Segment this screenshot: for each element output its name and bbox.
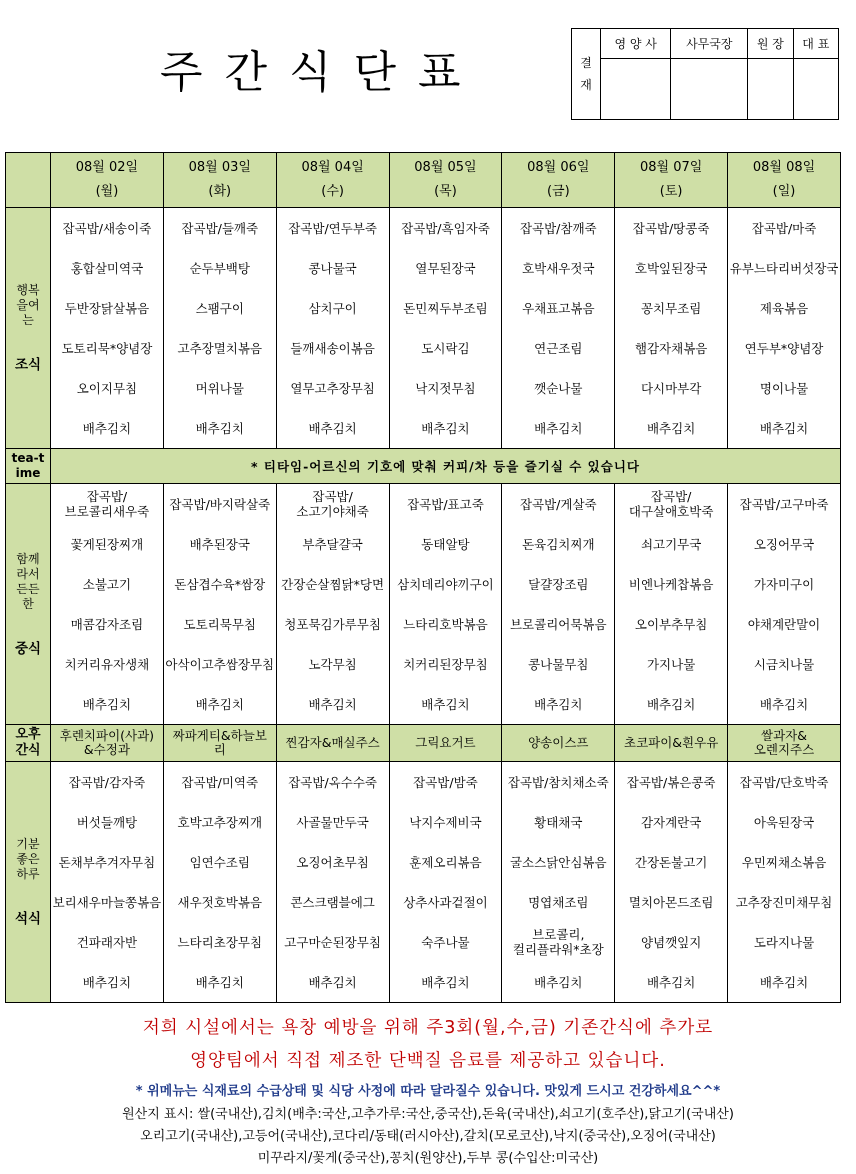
menu-item: 배추김치: [308, 974, 357, 990]
menu-item: 삼치구이: [308, 300, 357, 316]
dinner-slogan: 기분좋은하루: [16, 837, 40, 881]
menu-item: 잡곡밥/참치채소죽: [507, 774, 609, 790]
menu-item: 브로콜리, 컬리플라워*초장: [512, 927, 604, 957]
signature-cell[interactable]: [748, 59, 793, 120]
menu-item: 낙지수제비국: [409, 814, 482, 830]
snack-item: 찐감자&매실주스: [276, 725, 389, 762]
lunch-day-cell: [389, 484, 502, 725]
origin-line: 원산지 표시: 쌀(국내산),김치(배추:국산,고추가루:국산,중국산),돈육(국내산),쇠고기(호주산),닭고기(국내산): [122, 1107, 734, 1122]
menu-item: 배추김치: [646, 420, 696, 436]
dinner-day-cell: [728, 762, 841, 1003]
menu-item: 오징어무국: [753, 536, 815, 552]
menu-item: 새우젓호박볶음: [177, 894, 263, 910]
lunch-day-cell: [163, 484, 276, 725]
menu-item: 꽃게된장찌개: [70, 536, 144, 552]
menu-item: 잡곡밥/바지락살죽: [169, 496, 271, 512]
day-header: [615, 153, 728, 208]
dinner-label: 석식: [14, 911, 42, 927]
menu-item: 시금치나물: [753, 656, 815, 672]
signature-cell[interactable]: [671, 59, 748, 120]
menu-item: 들깨새송이볶음: [290, 340, 375, 356]
menu-item: 돈삼겹수육*쌈장: [174, 576, 266, 592]
menu-item: 야채계란말이: [747, 616, 821, 632]
day-date: 08월 08일: [752, 160, 816, 175]
menu-item: 콩나물무침: [528, 656, 589, 672]
menu-item: 달걀장조림: [528, 576, 589, 592]
day-date: 08월 06일: [527, 160, 590, 175]
menu-item: 배추김치: [421, 420, 470, 436]
menu-item: 보리새우마늘쫑볶음: [52, 894, 162, 910]
dinner-day-cell: [389, 762, 502, 1003]
menu-item: 배추김치: [195, 420, 244, 436]
menu-item: 열무고추장무침: [290, 380, 375, 396]
menu-item: 소불고기: [82, 576, 132, 592]
menu-item: 잡곡밥/새송이죽: [62, 220, 152, 236]
menu-item: 잡곡밥/흑임자죽: [401, 220, 490, 236]
menu-item: 잡곡밥/ 대구살애호박죽: [628, 489, 714, 519]
approval-role: 원 장: [748, 29, 793, 59]
day-header: [276, 153, 389, 208]
snack-item: 쌀과자& 오렌지주스: [728, 725, 841, 762]
day-header: [163, 153, 276, 208]
breakfast-day-cell: [51, 208, 164, 449]
menu-item: 명엽채조림: [528, 894, 589, 910]
approval-label: 결 재: [572, 29, 601, 120]
menu-item: 삼치데리야끼구이: [397, 576, 494, 592]
menu-item: 호박고추장찌개: [177, 814, 263, 830]
day-of-week: (수): [321, 184, 344, 199]
menu-item: 비엔나케찹볶음: [628, 576, 714, 592]
menu-item: 배추김치: [421, 696, 470, 712]
menu-item: 잡곡밥/고구마죽: [739, 496, 829, 512]
page-title: 주간식단표: [160, 47, 483, 98]
menu-item: 잡곡밥/ 브로콜리새우죽: [64, 489, 150, 519]
lunch-day-cell: [502, 484, 615, 725]
snack-item: 후렌치파이(사과) &수정과: [51, 725, 164, 762]
menu-item: 상추사과겉절이: [403, 894, 488, 910]
menu-item: 양념깻잎지: [640, 934, 702, 950]
menu-item: 배추김치: [646, 974, 696, 990]
snack-label: 오후간식: [6, 725, 51, 762]
menu-item: 홍합살미역국: [70, 260, 144, 276]
approval-role: 대 표: [793, 29, 838, 59]
day-header: [51, 153, 164, 208]
day-of-week: (화): [208, 184, 232, 199]
menu-item: 콩나물국: [308, 260, 357, 276]
day-date: 08월 07일: [639, 160, 703, 175]
menu-item: 잡곡밥/옥수수죽: [288, 774, 377, 790]
menu-item: 호박잎된장국: [634, 260, 708, 276]
approval-box: [571, 28, 839, 120]
menu-item: 배추김치: [82, 696, 132, 712]
menu-item: 배추된장국: [189, 536, 250, 552]
menu-item: 느타리초장무침: [177, 934, 263, 950]
menu-item: 잡곡밥/땅콩죽: [632, 220, 710, 236]
dinner-day-cell: [502, 762, 615, 1003]
menu-item: 잡곡밥/감자죽: [68, 774, 146, 790]
day-of-week: (목): [434, 184, 457, 199]
menu-item: 제육볶음: [759, 300, 809, 316]
menu-item: 청포묵김가루무침: [284, 616, 381, 632]
menu-item: 돈민찌두부조림: [403, 300, 488, 316]
menu-item: 잡곡밥/게살죽: [519, 496, 597, 512]
day-header: [728, 153, 841, 208]
menu-item: 간장순살찜닭*당면: [281, 576, 385, 592]
breakfast-label-cell: [6, 208, 51, 449]
menu-item: 낙지젓무침: [415, 380, 476, 396]
menu-item: 임연수조림: [189, 854, 250, 870]
menu-item: 황태채국: [534, 814, 583, 830]
menu-item: 꽁치무조림: [640, 300, 702, 316]
menu-item: 배추김치: [534, 420, 583, 436]
breakfast-day-cell: [502, 208, 615, 449]
approval-role: 사무국장: [671, 29, 748, 59]
snack-item: 초코파이&흰우유: [615, 725, 728, 762]
corner-cell: [6, 153, 51, 208]
snack-item: 그릭요거트: [389, 725, 502, 762]
menu-item: 고구마순된장무침: [284, 934, 381, 950]
menu-item: 햄감자채볶음: [634, 340, 708, 356]
origin-line: 미꾸라지/꽃게(중국산),꽁치(원양산),두부 콩(수입산:미국산): [257, 1151, 599, 1166]
menu-item: 잡곡밥/참깨죽: [519, 220, 597, 236]
day-header: [389, 153, 502, 208]
approval-role: 영 양 사: [601, 29, 671, 59]
breakfast-day-cell: [163, 208, 276, 449]
breakfast-day-cell: [389, 208, 502, 449]
menu-item: 건파래자반: [76, 934, 138, 950]
menu-item: 가지나물: [646, 656, 696, 672]
menu-item: 배추김치: [759, 696, 809, 712]
day-header: [502, 153, 615, 208]
signature-cell[interactable]: [601, 59, 671, 120]
breakfast-day-cell: [615, 208, 728, 449]
menu-item: 숙주나물: [421, 934, 470, 950]
menu-item: 순두부백탕: [189, 260, 250, 276]
menu-item: 사골물만두국: [296, 814, 369, 830]
menu-item: 잡곡밥/단호박죽: [739, 774, 829, 790]
menu-item: 치커리된장무침: [403, 656, 488, 672]
menu-item: 연두부*양념장: [744, 340, 824, 356]
menu-item: 버섯들깨탕: [76, 814, 138, 830]
lunch-day-cell: [728, 484, 841, 725]
menu-item: 도시락김: [421, 340, 470, 356]
menu-item: 매콤감자조림: [70, 616, 144, 632]
dinner-day-cell: [615, 762, 728, 1003]
notice-line-2: 영양팀에서 직접 제조한 단백질 음료를 제공하고 있습니다.: [190, 1051, 666, 1071]
menu-item: 아욱된장국: [753, 814, 815, 830]
lunch-label-cell: [6, 484, 51, 725]
menu-item: 훈제오리볶음: [409, 854, 482, 870]
menu-item: 아삭이고추쌈장무침: [165, 656, 275, 672]
day-of-week: (일): [772, 184, 796, 199]
origin-line: 오리고기(국내산),고등어(국내산),코다리/동태(러시아산),갈치(모로코산),낙지(중국산),오징어(국내산): [140, 1129, 716, 1144]
menu-item: 동태알탕: [421, 536, 470, 552]
menu-item: 잡곡밥/들깨죽: [181, 220, 259, 236]
origin-labels: [0, 1104, 856, 1170]
menu-item: 배추김치: [308, 696, 357, 712]
menu-item: 잡곡밥/미역죽: [181, 774, 259, 790]
notice-line-3: * 위메뉴는 식재료의 수급상태 및 식당 사정에 따라 달라질수 있습니다. 맛있게 드시고 건강하세요^^*: [135, 1084, 721, 1099]
teatime-note: * 티타임-어르신의 기호에 맞춰 커피/차 등을 즐기실 수 있습니다: [51, 449, 841, 484]
lunch-slogan: 함께라서든든한: [16, 551, 40, 611]
breakfast-slogan: 행복을여는: [16, 283, 40, 327]
menu-item: 다시마부각: [640, 380, 702, 396]
menu-item: 잡곡밥/ 소고기야채죽: [296, 489, 369, 519]
dinner-day-cell: [51, 762, 164, 1003]
menu-item: 연근조림: [534, 340, 583, 356]
menu-item: 깻순나물: [534, 380, 583, 396]
menu-item: 브로콜리어묵볶음: [509, 616, 607, 632]
menu-item: 배추김치: [759, 974, 809, 990]
lunch-day-cell: [276, 484, 389, 725]
menu-item: 배추김치: [646, 696, 696, 712]
menu-item: 잡곡밥/밤죽: [413, 774, 478, 790]
menu-item: 배추김치: [82, 420, 132, 436]
menu-item: 배추김치: [195, 974, 244, 990]
breakfast-day-cell: [276, 208, 389, 449]
day-of-week: (토): [659, 184, 683, 199]
menu-item: 열무된장국: [415, 260, 476, 276]
day-of-week: (금): [546, 184, 570, 199]
menu-item: 배추김치: [195, 696, 244, 712]
menu-item: 잡곡밥/표고죽: [407, 496, 484, 512]
dinner-day-cell: [276, 762, 389, 1003]
menu-item: 배추김치: [308, 420, 357, 436]
menu-item: 도라지나물: [753, 934, 815, 950]
teatime-label: tea-time: [6, 449, 51, 484]
menu-item: 잡곡밥/마죽: [751, 220, 817, 236]
menu-item: 도토리묵*양념장: [61, 340, 153, 356]
menu-item: 우민찌채소볶음: [741, 854, 827, 870]
menu-item: 고추장진미채무침: [735, 894, 833, 910]
menu-item: 잡곡밥/볶은콩죽: [626, 774, 716, 790]
menu-item: 노각무침: [308, 656, 357, 672]
menu-item: 감자계란국: [640, 814, 702, 830]
lunch-label: 중식: [14, 640, 42, 657]
menu-item: 느타리호박볶음: [403, 616, 488, 632]
breakfast-day-cell: [728, 208, 841, 449]
menu-item: 간장돈불고기: [634, 854, 708, 870]
lunch-day-cell: [615, 484, 728, 725]
menu-item: 머위나물: [195, 380, 244, 396]
menu-item: 배추김치: [759, 420, 809, 436]
dinner-day-cell: [163, 762, 276, 1003]
day-date: 08월 04일: [301, 160, 364, 175]
menu-item: 호박새우젓국: [522, 260, 595, 276]
menu-item: 부추달걀국: [302, 536, 363, 552]
day-of-week: (월): [95, 184, 119, 199]
menu-item: 돈채부추겨자무침: [58, 854, 156, 870]
menu-item: 잡곡밥/연두부죽: [288, 220, 377, 236]
breakfast-label: 조식: [14, 357, 42, 373]
snack-item: 양송이스프: [502, 725, 615, 762]
menu-item: 오이부추무침: [634, 616, 708, 632]
menu-item: 고추장멸치볶음: [177, 340, 263, 356]
lunch-day-cell: [51, 484, 164, 725]
menu-item: 배추김치: [421, 974, 470, 990]
menu-item: 멸치아몬드조림: [628, 894, 714, 910]
menu-item: 우채표고볶음: [522, 300, 595, 316]
menu-item: 오징어초무침: [296, 854, 369, 870]
signature-cell[interactable]: [793, 59, 838, 120]
menu-item: 돈육김치찌개: [522, 536, 595, 552]
menu-item: 배추김치: [534, 974, 583, 990]
menu-item: 치커리유자생채: [64, 656, 150, 672]
menu-item: 쇠고기무국: [640, 536, 702, 552]
menu-item: 배추김치: [82, 974, 132, 990]
dinner-label-cell: [6, 762, 51, 1003]
weekly-menu-table: [5, 152, 841, 1003]
menu-item: 명이나물: [759, 380, 809, 396]
menu-item: 도토리묵무침: [183, 616, 256, 632]
menu-item: 유부느타리버섯장국: [729, 260, 839, 276]
menu-item: 스팸구이: [195, 300, 244, 316]
menu-item: 오이지무침: [76, 380, 138, 396]
day-date: 08월 03일: [188, 160, 251, 175]
menu-item: 배추김치: [534, 696, 583, 712]
menu-item: 굴소스닭안심볶음: [509, 854, 607, 870]
snack-item: 짜파게티&하늘보 리: [163, 725, 276, 762]
menu-item: 두반장닭살볶음: [64, 300, 150, 316]
day-date: 08월 05일: [414, 160, 477, 175]
notice-line-1: 저희 시설에서는 욕창 예방을 위해 주3회(월,수,금) 기존간식에 추가로: [142, 1018, 714, 1038]
menu-item: 가자미구이: [753, 576, 815, 592]
day-date: 08월 02일: [75, 160, 139, 175]
menu-item: 콘스크램블에그: [290, 894, 375, 910]
